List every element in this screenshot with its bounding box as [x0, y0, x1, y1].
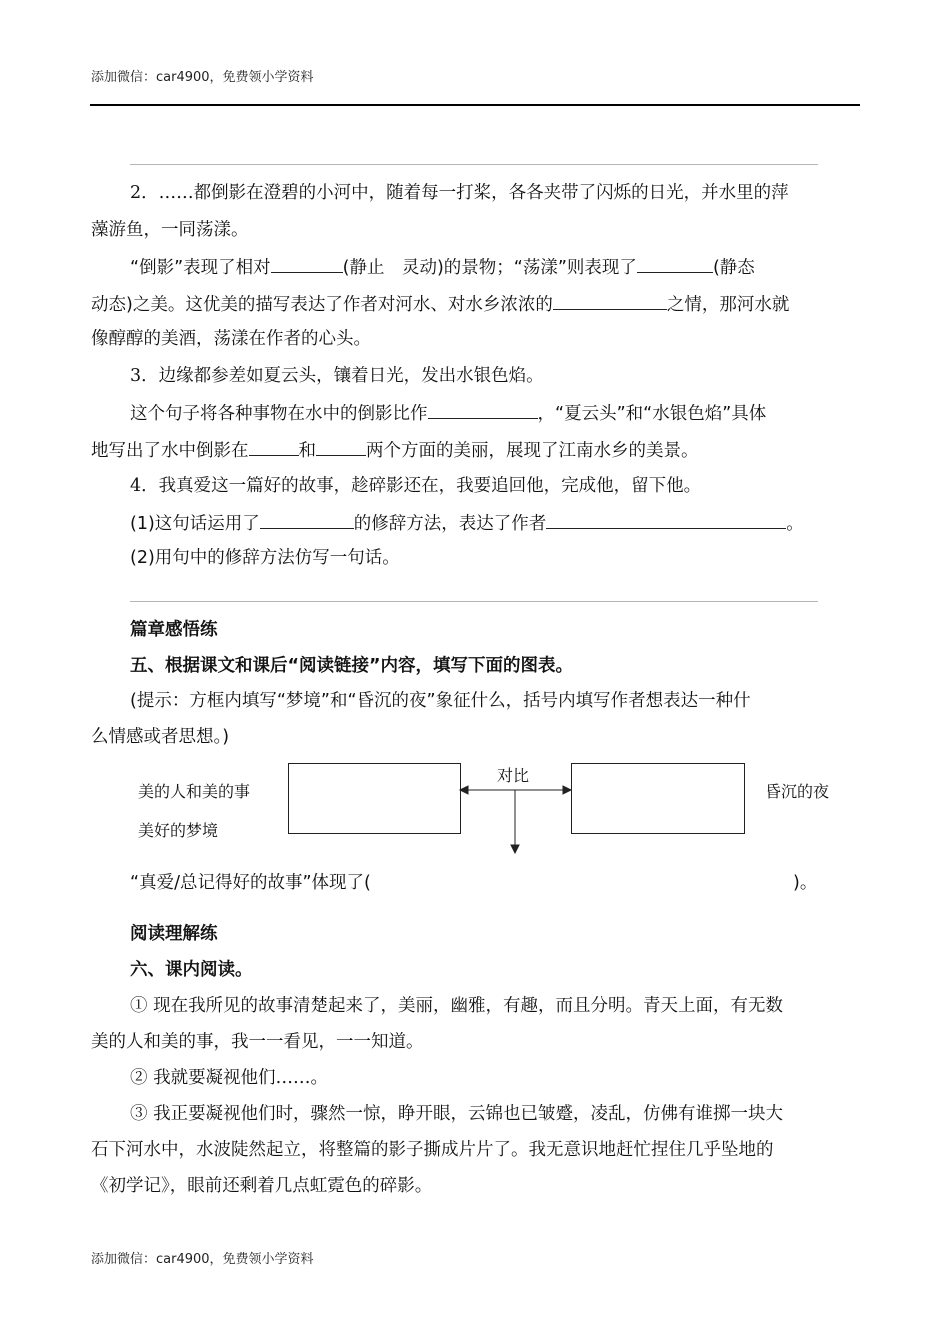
q4-sub-2: (2)用句中的修辞方法仿写一句话。 — [130, 548, 400, 568]
contrast-arrow-right-head — [563, 786, 571, 794]
q2-quote-line-1: 2．……都倒影在澄碧的小河中，随着每一打桨，各各夹带了闪烁的日光，并水里的萍 — [130, 183, 789, 203]
q3-text: 两个方面的美丽，展现了江南水乡的美景。 — [366, 441, 699, 461]
q2-text: “倒影”表现了相对 — [130, 258, 271, 278]
q3-question-line-3 — [91, 437, 699, 463]
q6-paragraph-1-line-2: 美的人和美的事，我一一看见，一一知道。 — [91, 1032, 424, 1052]
header-divider — [90, 104, 860, 106]
answer-blank[interactable] — [260, 510, 354, 529]
answer-blank[interactable] — [316, 437, 366, 456]
answer-blank[interactable] — [546, 510, 786, 529]
q6-paragraph-3-line-1: ③ 我正要凝视他们时，骤然一惊，睁开眼，云锦也已皱蹙，凌乱，仿佛有谁掷一块大 — [130, 1104, 784, 1124]
diagram-conclusion-close: )。 — [793, 873, 818, 893]
q3-question-line-2 — [130, 400, 766, 426]
q6-paragraph-3-line-3: 《初学记》，眼前还剩着几点虹霓色的碎影。 — [91, 1176, 433, 1196]
q4-text: (1)这句话运用了 — [130, 514, 260, 534]
q2-text: (静态 — [712, 258, 755, 278]
q2-question-line-3 — [130, 254, 755, 280]
q6-paragraph-1-line-1: ① 现在我所见的故事清楚起来了，美丽，幽雅，有趣，而且分明。青天上面，有无数 — [130, 996, 784, 1016]
section-title-chapter: 篇章感悟练 — [130, 620, 218, 640]
section-title-reading: 阅读理解练 — [130, 924, 218, 944]
page-header: 添加微信：car4900，免费领小学资料 — [91, 70, 314, 85]
q3-text: 地写出了水中倒影在 — [91, 441, 249, 461]
q2-question-line-5: 像醇醇的美酒，荡漾在作者的心头。 — [91, 329, 371, 349]
q3-text: 和 — [298, 441, 316, 461]
answer-blank[interactable] — [553, 291, 667, 310]
q2-quote-line-2: 藻游鱼，一同荡漾。 — [91, 220, 249, 240]
q4-sub-1 — [130, 510, 804, 536]
q3-text: 这个句子将各种事物在水中的倒影比作 — [130, 404, 428, 424]
diagram-contrast-label: 对比 — [497, 766, 530, 785]
q3-text: ，“夏云头”和“水银色焰”具体 — [537, 404, 767, 424]
diagram-left-box[interactable] — [288, 763, 461, 834]
q2-text: 动态)之美。这优美的描写表达了作者对河水、对水乡浓浓的 — [91, 295, 553, 315]
q2-text: 之情，那河水就 — [666, 295, 790, 315]
answer-line — [130, 164, 818, 165]
q4-text: 的修辞方法，表达了作者 — [353, 514, 547, 534]
q4-text: 。 — [786, 514, 804, 534]
answer-blank[interactable] — [428, 400, 538, 419]
q2-question-line-4 — [91, 291, 789, 317]
q3-quote: 3．边缘都参差如夏云头，镶着日光，发出水银色焰。 — [130, 366, 544, 386]
answer-blank[interactable] — [249, 437, 299, 456]
diagram-right-box[interactable] — [571, 763, 745, 834]
answer-blank[interactable] — [637, 254, 713, 273]
diagram-conclusion-open: “真爱/总记得好的故事”体现了( — [130, 873, 371, 893]
diagram-right-label: 昏沉的夜 — [765, 782, 830, 801]
diagram-left-label-1: 美的人和美的事 — [138, 782, 251, 801]
q5-hint-line-1: (提示：方框内填写“梦境”和“昏沉的夜”象征什么，括号内填写作者想表达一种什 — [130, 691, 751, 711]
q6-title: 六、课内阅读。 — [130, 960, 253, 980]
q2-text: (静止 灵动)的景物；“荡漾”则表现了 — [342, 258, 637, 278]
answer-blank[interactable] — [271, 254, 343, 273]
diagram-left-label-2: 美好的梦境 — [138, 821, 219, 840]
page-footer: 添加微信：car4900，免费领小学资料 — [91, 1252, 314, 1267]
down-arrow-head — [511, 845, 519, 853]
q5-hint-line-2: 么情感或者思想。) — [91, 727, 230, 747]
answer-line — [130, 601, 818, 602]
q6-paragraph-3-line-2: 石下河水中，水波陡然起立，将整篇的影子撕成片片了。我无意识地赶忙捏住几乎坠地的 — [91, 1140, 774, 1160]
q6-paragraph-2: ② 我就要凝视他们……。 — [130, 1068, 329, 1088]
q5-title: 五、根据课文和课后“阅读链接”内容，填写下面的图表。 — [130, 656, 574, 676]
q4-quote: 4．我真爱这一篇好的故事，趁碎影还在，我要追回他，完成他，留下他。 — [130, 476, 702, 496]
contrast-arrow-left-head — [460, 786, 468, 794]
